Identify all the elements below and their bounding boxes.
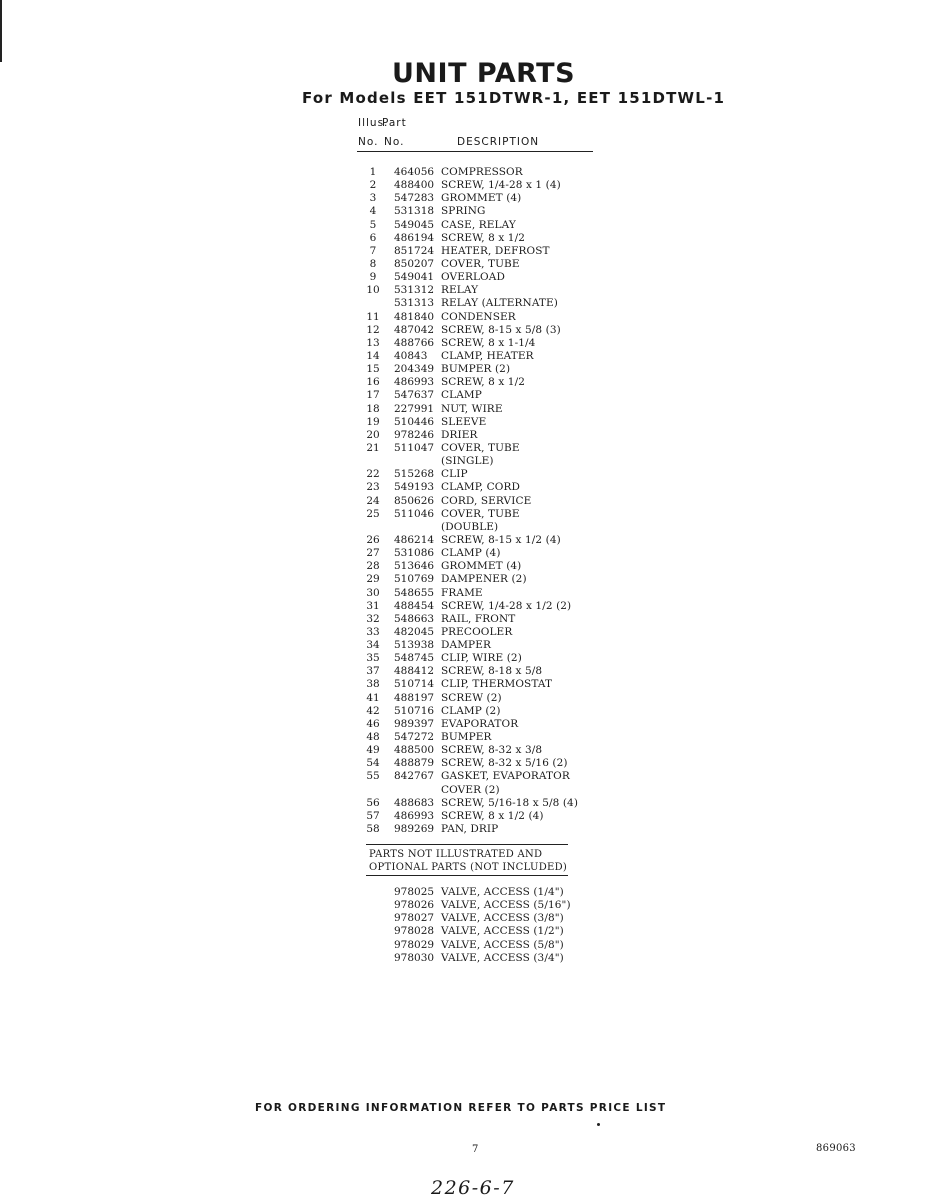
illus-number: 19 [366,415,380,428]
table-row [0,166,939,179]
part-description: EVAPORATOR [441,717,519,730]
illus-number: 55 [366,770,380,783]
part-number: 488766 [394,336,435,349]
table-row [0,495,939,508]
part-number: 978246 [394,428,435,441]
table-row [0,455,939,468]
part-description: HEATER, DEFROST [441,244,550,257]
part-description: SCREW (2) [441,691,502,704]
illus-number: 25 [366,507,380,520]
table-row [0,297,939,310]
part-number: 978030 [394,951,435,964]
part-description: PAN, DRIP [441,823,499,836]
table-row [0,376,939,389]
table-row [0,337,939,350]
part-number: 548655 [394,586,435,599]
part-description: SPRING [441,205,486,218]
optional-parts-note [369,848,567,874]
table-row [0,744,939,757]
illus-number: 12 [366,323,380,336]
table-row [0,939,939,952]
part-description: DAMPER [441,639,491,652]
part-number: 40843 [394,349,428,362]
column-header-part: Part [382,117,407,129]
part-description: (DOUBLE) [441,520,499,533]
table-row [0,350,939,363]
illus-number: 49 [366,744,380,757]
table-row [0,665,939,678]
illus-number: 29 [366,573,380,586]
illus-number: 7 [369,244,377,257]
part-number: 515268 [394,468,435,481]
part-description: SCREW, 5/16-18 x 5/8 (4) [441,796,579,809]
part-description: DRIER [441,428,478,441]
illus-number: 2 [369,179,377,192]
part-number: 978029 [394,938,435,951]
illus-number: 38 [366,678,380,691]
part-number: 978026 [394,899,435,912]
part-description: GASKET, EVAPORATOR [441,770,570,783]
table-row [0,547,939,560]
part-description: RAIL, FRONT [441,612,516,625]
optional-note-line2: OPTIONAL PARTS (NOT INCLUDED) [369,862,568,873]
part-description: DAMPENER (2) [441,573,527,586]
part-description: GROMMET (4) [441,192,522,205]
note-divider-top [366,844,568,845]
illus-number: 13 [366,336,380,349]
part-number: 511047 [394,441,435,454]
part-description: SCREW, 8 x 1/2 [441,376,526,389]
table-row [0,258,939,271]
part-number: 486194 [394,231,435,244]
illus-number: 37 [366,665,380,678]
models-subtitle: For Models EET 151DTWR-1, EET 151DTWL-1 [302,89,726,107]
illus-number: 33 [366,625,380,638]
part-description: FRAME [441,586,483,599]
table-row [0,587,939,600]
illus-number: 48 [366,731,380,744]
part-number: 488500 [394,744,435,757]
part-description: VALVE, ACCESS (3/4") [441,951,564,964]
table-row [0,284,939,297]
part-description: CLIP, WIRE (2) [441,652,522,665]
table-row [0,363,939,376]
table-row [0,179,939,192]
illus-number: 32 [366,612,380,625]
part-description: CLIP, THERMOSTAT [441,678,553,691]
column-header-illus: Illus. [358,117,389,129]
part-description: BUMPER (2) [441,363,511,376]
part-number: 547283 [394,192,435,205]
part-number: 486993 [394,376,435,389]
header-divider [357,151,593,152]
table-row [0,192,939,205]
part-number: 486993 [394,809,435,822]
part-description: SCREW, 8 x 1-1/4 [441,336,536,349]
part-description: SLEEVE [441,415,487,428]
illus-number: 1 [369,166,377,178]
part-description: CORD, SERVICE [441,494,532,507]
part-description: VALVE, ACCESS (5/16") [441,899,571,912]
table-row [0,639,939,652]
illus-number: 6 [369,231,377,244]
table-row [0,705,939,718]
part-description: GROMMET (4) [441,560,522,573]
illus-number: 22 [366,468,380,481]
illus-number: 56 [366,796,380,809]
part-number: 482045 [394,625,435,638]
table-row [0,245,939,258]
part-number: 531086 [394,547,435,560]
part-description: VALVE, ACCESS (3/8") [441,912,564,925]
part-number: 531313 [394,297,435,310]
part-number: 488683 [394,796,435,809]
part-description: SCREW, 8-32 x 5/16 (2) [441,757,568,770]
part-number: 548745 [394,652,435,665]
part-number: 486214 [394,533,435,546]
part-description: (SINGLE) [441,455,494,468]
part-description: RELAY (ALTERNATE) [441,297,558,310]
illus-number: 27 [366,547,380,560]
table-row [0,952,939,965]
part-number: 549193 [394,481,435,494]
part-description: SCREW, 8-18 x 5/8 [441,665,543,678]
part-number: 510446 [394,415,435,428]
table-row [0,810,939,823]
illus-number: 8 [369,257,377,270]
column-header-illus-no: No. [358,136,379,148]
stray-mark [597,1123,600,1126]
optional-parts-list [0,886,939,965]
part-number: 850207 [394,257,435,270]
part-description: CLAMP [441,389,482,402]
table-row [0,534,939,547]
table-row [0,652,939,665]
table-row [0,678,939,691]
part-number: 549045 [394,218,435,231]
part-description: BUMPER [441,731,492,744]
illus-number: 5 [369,218,377,231]
part-number: 487042 [394,323,435,336]
part-description: RELAY [441,284,479,297]
table-row [0,429,939,442]
illus-number: 11 [366,310,380,323]
part-number: 978028 [394,925,435,938]
part-description: SCREW, 8 x 1/2 [441,231,526,244]
table-row [0,481,939,494]
illus-number: 31 [366,599,380,612]
part-number: 464056 [394,166,435,178]
part-number: 989397 [394,717,435,730]
illus-number: 21 [366,441,380,454]
part-description: CLAMP, CORD [441,481,521,494]
part-number: 227991 [394,402,435,415]
part-description: COVER (2) [441,783,500,796]
illus-number: 20 [366,428,380,441]
illus-number: 16 [366,376,380,389]
table-row [0,731,939,744]
illus-number: 3 [369,192,377,205]
table-row [0,692,939,705]
part-description: COVER, TUBE [441,507,520,520]
table-row [0,468,939,481]
part-number: 481840 [394,310,435,323]
table-row [0,784,939,797]
illus-number: 15 [366,363,380,376]
part-number: 842767 [394,770,435,783]
illus-number: 17 [366,389,380,402]
table-row [0,600,939,613]
optional-note-line1: PARTS NOT ILLUSTRATED AND [369,849,543,860]
part-number: 978025 [394,886,435,898]
illus-number: 24 [366,494,380,507]
part-number: 511046 [394,507,435,520]
part-description: SCREW, 1/4-28 x 1/2 (2) [441,599,572,612]
table-row [0,389,939,402]
table-row [0,886,939,899]
part-description: CONDENSER [441,310,516,323]
part-number: 547637 [394,389,435,402]
page-title: UNIT PARTS [392,58,576,89]
illus-number: 42 [366,704,380,717]
part-number: 549041 [394,271,435,284]
table-row [0,205,939,218]
part-number: 850626 [394,494,435,507]
part-description: COVER, TUBE [441,441,520,454]
part-description: SCREW, 8-15 x 1/2 (4) [441,533,561,546]
illus-number: 58 [366,823,380,836]
part-description: VALVE, ACCESS (5/8") [441,938,564,951]
table-row [0,442,939,455]
part-number: 531312 [394,284,435,297]
part-description: SCREW, 8-15 x 5/8 (3) [441,323,561,336]
table-row [0,232,939,245]
part-number: 513938 [394,639,435,652]
illus-number: 46 [366,717,380,730]
illus-number: 18 [366,402,380,415]
table-row [0,797,939,810]
column-header-part-no: No. [384,136,405,148]
illus-number: 57 [366,809,380,822]
illus-number: 41 [366,691,380,704]
part-description: VALVE, ACCESS (1/4") [441,886,564,898]
part-number: 510716 [394,704,435,717]
illus-number: 26 [366,533,380,546]
table-row [0,271,939,284]
note-divider-bottom [366,875,568,876]
part-description: CLAMP (4) [441,547,501,560]
illus-number: 9 [369,271,377,284]
table-row [0,560,939,573]
ordering-information: FOR ORDERING INFORMATION REFER TO PARTS PRICE LIST [255,1102,667,1114]
illus-number: 4 [369,205,377,218]
part-number: 513646 [394,560,435,573]
table-row [0,521,939,534]
table-row [0,626,939,639]
table-row [0,403,939,416]
part-description: CLAMP, HEATER [441,349,534,362]
part-description: VALVE, ACCESS (1/2") [441,925,564,938]
part-description: COMPRESSOR [441,166,523,178]
illus-number: 14 [366,349,380,362]
left-margin-rule [0,0,2,62]
part-number: 488197 [394,691,435,704]
part-number: 488879 [394,757,435,770]
part-number: 978027 [394,912,435,925]
part-number: 851724 [394,244,435,257]
table-row [0,613,939,626]
part-number: 488412 [394,665,435,678]
illus-number: 30 [366,586,380,599]
part-number: 531318 [394,205,435,218]
part-number: 488454 [394,599,435,612]
part-number: 547272 [394,731,435,744]
part-description: OVERLOAD [441,271,505,284]
illus-number: 54 [366,757,380,770]
part-number: 510714 [394,678,435,691]
part-number: 510769 [394,573,435,586]
table-row [0,899,939,912]
part-description: CASE, RELAY [441,218,516,231]
handwritten-note: 226-6-7 [431,1177,515,1199]
illus-number: 34 [366,639,380,652]
document-number: 869063 [816,1143,856,1154]
table-row [0,823,939,836]
part-description: COVER, TUBE [441,257,520,270]
table-row [0,219,939,232]
part-description: CLIP [441,468,468,481]
table-row [0,573,939,586]
page-number: 7 [472,1144,479,1155]
table-row [0,416,939,429]
table-row [0,508,939,521]
part-description: SCREW, 1/4-28 x 1 (4) [441,179,561,192]
part-description: NUT, WIRE [441,402,503,415]
illus-number: 35 [366,652,380,665]
illus-number: 23 [366,481,380,494]
table-row [0,324,939,337]
illus-number: 28 [366,560,380,573]
part-description: SCREW, 8-32 x 3/8 [441,744,543,757]
table-row [0,925,939,938]
part-number: 488400 [394,179,435,192]
column-header-description: DESCRIPTION [457,136,540,148]
part-description: PRECOOLER [441,625,513,638]
part-number: 989269 [394,823,435,836]
part-number: 548663 [394,612,435,625]
table-row [0,757,939,770]
parts-list [0,166,939,836]
part-number: 204349 [394,363,435,376]
illus-number: 10 [366,284,380,297]
part-description: SCREW, 8 x 1/2 (4) [441,809,544,822]
table-row [0,311,939,324]
part-description: CLAMP (2) [441,704,501,717]
table-row [0,718,939,731]
table-row [0,912,939,925]
table-row [0,770,939,783]
